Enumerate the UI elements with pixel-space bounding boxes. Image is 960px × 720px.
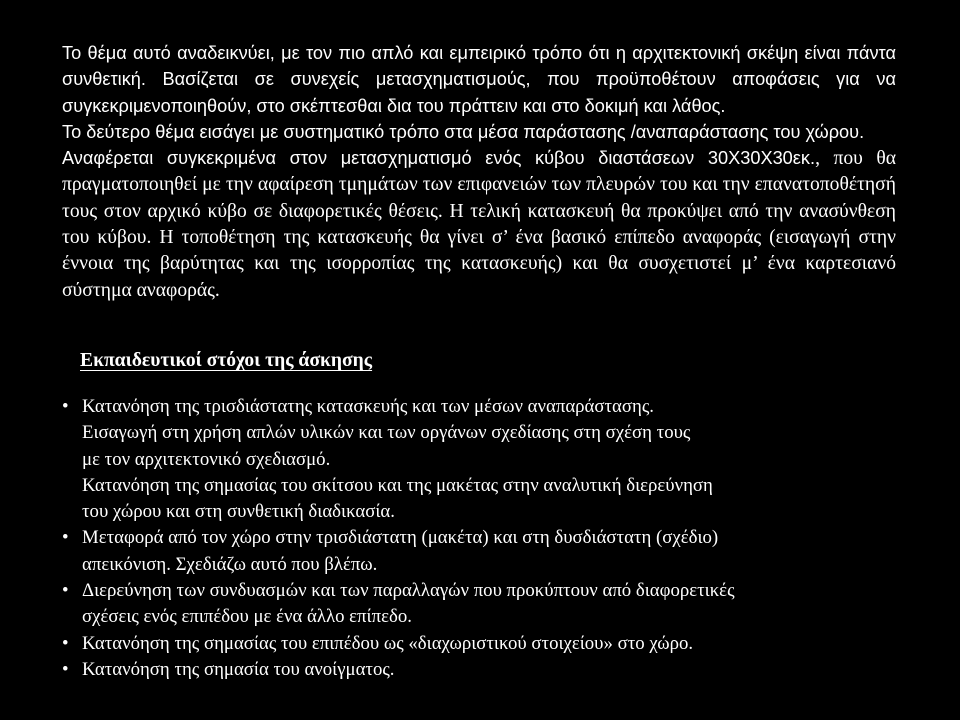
bullet-icon: • bbox=[62, 658, 69, 680]
intro-paragraph-2: Το δεύτερο θέμα εισάγει με συστηματικό τρόπο στα μέσα παράστασης /αναπαράστασης του χώρου. bbox=[62, 121, 865, 142]
intro-text bbox=[62, 40, 896, 304]
objective-line: Κατανόηση της τρισδιάστατης κατασκευής και των μέσων αναπαράστασης. bbox=[82, 396, 654, 417]
objective-item bbox=[62, 394, 912, 420]
intro-paragraph-3-part-b: , που θα πραγματοποιηθεί με την αφαίρεση τμημάτων των επιφανειών των πλευρών του και την επανατοποθέτησή τους στον αρχικό κύβο σε διαφορετικές θέσεις. bbox=[62, 148, 896, 222]
intro-paragraph-3-part-c: Η τελική κατασκευή θα προκύψει από την ανασύνθεση του κύβου. Η τοποθέτηση της κατασκευής θα γίνει σ’ ένα βασικό επίπεδο αναφοράς (εισαγωγή στην έννοια της βαρύτητας και της ισορροπίας της κατασκευής) και θα συσχετιστεί μ’ ένα καρτεσιανό σύστημα αναφοράς. bbox=[62, 200, 896, 301]
bullet-icon: • bbox=[62, 527, 69, 549]
objective-line: σχέσεις ενός επιπέδου με ένα άλλο επίπεδο. bbox=[82, 606, 412, 628]
objective-item bbox=[62, 525, 912, 578]
intro-paragraph-3-part-a: Αναφέρεται συγκεκριμένα στον μετασχηματισμό ενός κύβου διαστάσεων 30Χ30Χ30εκ. bbox=[62, 148, 816, 169]
objective-line: Διερεύνηση των συνδυασμών και των παραλλαγών που προκύπτουν από διαφορετικές bbox=[82, 580, 735, 602]
bullet-icon: • bbox=[62, 396, 69, 417]
objectives-heading: Εκπαιδευτικοί στόχοι της άσκησης bbox=[80, 350, 373, 371]
intro-paragraph-3 bbox=[62, 145, 896, 304]
objective-line: Κατανόηση της σημασία του ανοίγματος. bbox=[82, 658, 395, 680]
objective-item bbox=[62, 578, 912, 631]
objective-line: του χώρου και στη συνθετική διαδικασία. bbox=[82, 501, 395, 523]
objective-item bbox=[62, 473, 912, 526]
objective-item bbox=[62, 631, 912, 657]
objectives-list bbox=[62, 394, 912, 683]
bullet-icon: • bbox=[62, 632, 69, 654]
objective-line: απεικόνιση. Σχεδιάζω αυτό που βλέπω. bbox=[82, 553, 378, 575]
objective-item bbox=[62, 420, 912, 473]
bullet-icon: • bbox=[62, 580, 69, 602]
intro-paragraph-1: Το θέμα αυτό αναδεικνύει, με τον πιο απλό και εμπειρικό τρόπο ότι η αρχιτεκτονική σκέψη είναι πάντα συνθετική. Βασίζεται σε συνεχείς μετασχηματισμούς, που προϋποθέτουν αποφάσεις για να συγκεκριμενοποιηθούν, στο σκέπτεσθαι δια του πράττειν και στο δοκιμή και λάθος. bbox=[62, 43, 896, 116]
objective-line: Εισαγωγή στη χρήση απλών υλικών και των οργάνων σχεδίασης στη σχέση τους bbox=[82, 422, 691, 444]
objective-line: Μεταφορά από τον χώρο στην τρισδιάστατη (μακέτα) και στη δυσδιάστατη (σχέδιο) bbox=[82, 527, 719, 549]
objective-line: με τον αρχιτεκτονικό σχεδιασμό. bbox=[82, 448, 331, 470]
objective-item bbox=[62, 657, 912, 683]
objective-line: Κατανόηση της σημασίας του σκίτσου και της μακέτας στην αναλυτική διερεύνηση bbox=[82, 474, 713, 496]
objective-line: Κατανόηση της σημασίας του επιπέδου ως «διαχωριστικού στοιχείου» στο χώρο. bbox=[82, 632, 694, 654]
